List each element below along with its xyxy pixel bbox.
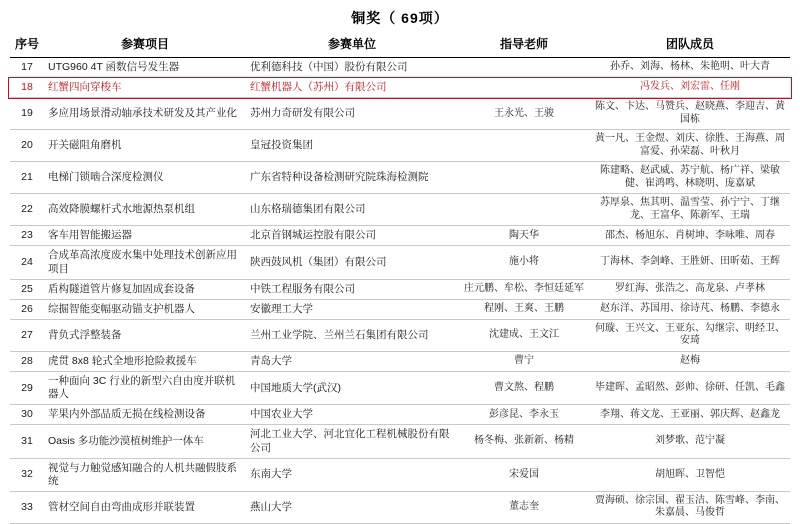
cell-item: 电梯门锁啮合深度检测仪	[44, 162, 246, 194]
cell-team: 罗红海、张浩之、高龙泉、卢孝林	[590, 279, 790, 299]
cell-no: 21	[10, 162, 44, 194]
cell-item: 高效降膜螺杆式水地源热泵机组	[44, 194, 246, 226]
table-row	[10, 58, 790, 78]
cell-unit: 红蟹机器人（苏州）有限公司	[246, 78, 458, 98]
cell-item: 综掘智能变幅驱动锚支护机器人	[44, 299, 246, 319]
table-row	[10, 226, 790, 246]
cell-no: 19	[10, 98, 44, 130]
cell-no: 27	[10, 319, 44, 351]
cell-team: 毕建晖、孟昭然、彭帅、徐研、任凯、毛鑫	[590, 372, 790, 405]
cell-unit: 燕山大学	[246, 491, 458, 523]
cell-unit: 中国农业大学	[246, 405, 458, 425]
cell-team: 刘梦歌、范宁凝	[590, 425, 790, 458]
cell-teacher: 彭彦昆、李永玉	[458, 405, 590, 425]
cell-team: 苏厚泉、焦其明、温雪莹、孙宁宁、丁继龙、王富华、陈新军、王瑞	[590, 194, 790, 226]
cell-item: UTG960 4T 函数信号发生器	[44, 58, 246, 78]
table-row-highlighted	[10, 78, 790, 98]
cell-no: 29	[10, 372, 44, 405]
page-title: 铜奖（ 69项）	[351, 10, 449, 26]
cell-unit: 中铁工程服务有限公司	[246, 279, 458, 299]
cell-team: 陈建略、赵武威、苏宁航、杨广祥、梁敏健、崔鸿鸣、林晓明、庞嘉斌	[590, 162, 790, 194]
cell-teacher: 庄元鹏、牟松、李恒廷延军	[458, 279, 590, 299]
table-row	[10, 405, 790, 425]
cell-no: 25	[10, 279, 44, 299]
cell-unit: 山东格瑞德集团有限公司	[246, 194, 458, 226]
cell-team: 丁海林、李剑峰、王胜妍、田昕茹、王辉	[590, 246, 790, 279]
cell-item: 背负式浮整装备	[44, 319, 246, 351]
cell-unit: 陕西鼓风机（集团）有限公司	[246, 246, 458, 279]
cell-no: 32	[10, 458, 44, 491]
table-row	[10, 425, 790, 458]
table-row	[10, 319, 790, 351]
cell-item: 苹果内外部品质无损在线检测设备	[44, 405, 246, 425]
cell-unit: 兰州工业学院、兰州兰石集团有限公司	[246, 319, 458, 351]
cell-item: 客车用智能搬运器	[44, 226, 246, 246]
cell-team: 邵杰、杨旭东、肖树坤、李咏唯、周春	[590, 226, 790, 246]
cell-teacher	[458, 58, 590, 78]
cell-team: 冯发兵、刘宏雷、任刚	[590, 78, 790, 98]
table-row	[10, 458, 790, 491]
cell-unit: 河北工业大学、河北宜化工程机械股份有限公司	[246, 425, 458, 458]
table-row	[10, 194, 790, 226]
cell-unit: 东南大学	[246, 458, 458, 491]
cell-no: 31	[10, 425, 44, 458]
cell-teacher: 杨冬梅、张新新、杨精	[458, 425, 590, 458]
cell-item: Oasis 多功能沙漠植树维护一体车	[44, 425, 246, 458]
cell-no: 23	[10, 226, 44, 246]
table-row	[10, 162, 790, 194]
cell-item: 虎贯 8x8 轮式全地形抢险救援车	[44, 351, 246, 371]
cell-team: 贾海硕、徐宗国、翟玉洁、陈雪峰、李南、朱嘉晨、马俊哲	[590, 491, 790, 523]
cell-teacher: 曹文熬、程鹏	[458, 372, 590, 405]
cell-unit: 苏州力奇研发有限公司	[246, 98, 458, 130]
cell-unit: 青岛大学	[246, 351, 458, 371]
cell-teacher: 董志奎	[458, 491, 590, 523]
cell-team: 黄一凡、王金煜、刘庆、徐胜、王海燕、周富爱、孙荣磊、叶秋月	[590, 130, 790, 162]
cell-teacher: 陶天华	[458, 226, 590, 246]
cell-unit: 安徽理工大学	[246, 299, 458, 319]
cell-team: 李翔、蒋文龙、王亚丽、郭庆辉、赵鑫龙	[590, 405, 790, 425]
cell-no: 22	[10, 194, 44, 226]
table-row	[10, 372, 790, 405]
table-row	[10, 98, 790, 130]
cell-item: 视觉与力触觉感知融合的人机共融假肢系统	[44, 458, 246, 491]
cell-teacher: 施小将	[458, 246, 590, 279]
cell-unit: 皇冠投资集团	[246, 130, 458, 162]
cell-unit: 中国地质大学(武汉)	[246, 372, 458, 405]
cell-unit: 北京首钢城运控股有限公司	[246, 226, 458, 246]
cell-no: 20	[10, 130, 44, 162]
cell-unit: 广东省特种设备检测研究院珠海检测院	[246, 162, 458, 194]
cell-teacher	[458, 162, 590, 194]
cell-item: 一种面向 3C 行业的新型六自由度并联机器人	[44, 372, 246, 405]
cell-teacher: 沈建成、王文江	[458, 319, 590, 351]
column-header-no: 序号	[10, 33, 44, 58]
cell-team: 赵东洋、苏国用、徐诗芃、杨鹏、李德永	[590, 299, 790, 319]
table-row	[10, 246, 790, 279]
cell-teacher: 宋爱国	[458, 458, 590, 491]
cell-item: 红蟹四向穿梭车	[44, 78, 246, 98]
table-header-row	[10, 33, 790, 58]
cell-no: 26	[10, 299, 44, 319]
cell-item: 合成革高浓度废水集中处理技术创新应用项目	[44, 246, 246, 279]
cell-item: 开关磁阻角磨机	[44, 130, 246, 162]
column-header-item: 参赛项目	[44, 33, 246, 58]
cell-teacher	[458, 194, 590, 226]
column-header-teacher: 指导老师	[458, 33, 590, 58]
cell-no: 18	[10, 78, 44, 98]
cell-no: 28	[10, 351, 44, 371]
cell-unit: 优利德科技（中国）股份有限公司	[246, 58, 458, 78]
cell-item: 管材空间自由弯曲成形并联装置	[44, 491, 246, 523]
cell-no: 33	[10, 491, 44, 523]
cell-item: 多应用场景滑动轴承技术研发及其产业化	[44, 98, 246, 130]
table-row	[10, 130, 790, 162]
column-header-unit: 参赛单位	[246, 33, 458, 58]
cell-item: 盾构隧道管片修复加固成套设备	[44, 279, 246, 299]
table-row	[10, 491, 790, 523]
table-row	[10, 299, 790, 319]
cell-team: 陈文、卞达、马赞兵、赵晓燕、李迎吉、黄国栋	[590, 98, 790, 130]
cell-teacher	[458, 78, 590, 98]
cell-no: 17	[10, 58, 44, 78]
cell-teacher: 曹宁	[458, 351, 590, 371]
cell-team: 何璇、王兴文、王亚东、勾继宗、明经卫、安琦	[590, 319, 790, 351]
table-row	[10, 279, 790, 299]
cell-teacher: 王永光、王骏	[458, 98, 590, 130]
cell-teacher: 程刚、王爽、王鹏	[458, 299, 590, 319]
cell-team: 孙乔、刘海、杨林、朱艳明、叶大青	[590, 58, 790, 78]
column-header-team: 团队成员	[590, 33, 790, 58]
table-row	[10, 351, 790, 371]
cell-no: 30	[10, 405, 44, 425]
awards-table	[10, 33, 790, 524]
cell-teacher	[458, 130, 590, 162]
cell-team: 赵梅	[590, 351, 790, 371]
cell-no: 24	[10, 246, 44, 279]
cell-team: 胡旭晖、卫智恺	[590, 458, 790, 491]
